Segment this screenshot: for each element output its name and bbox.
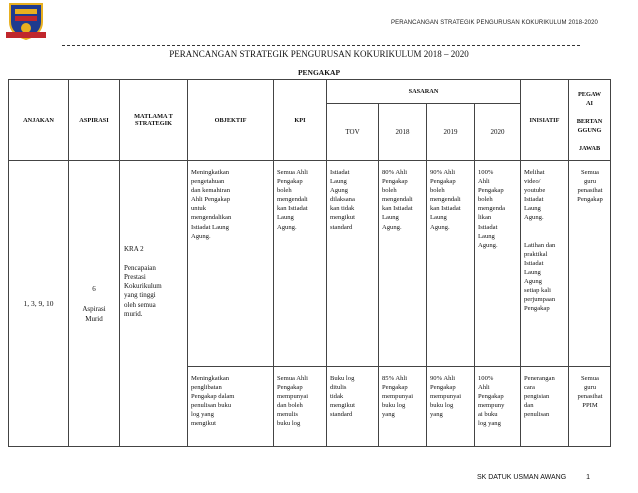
header-sasaran: SASARAN [327,80,521,104]
header-rule [62,45,580,46]
target-2019-cell: 90% Ahli Pengakap mempunyai buku log yang [427,367,475,447]
header-2020: 2020 [475,104,521,161]
strategy-table [8,79,611,447]
kpi-cell: Semua Ahli Pengakap mempunyai dan boleh menulis buku log [274,367,327,447]
matlamat-value: KRA 2 Pencapaian Prestasi Kokurikulum yang tinggi oleh semua murid. [120,161,188,447]
document-title: PERANCANGAN STRATEGIK PENGURUSAN KOKURIKULUM 2018 – 2020 [169,49,469,59]
header-objektif: OBJEKTIF [188,80,274,161]
table-row [9,161,611,367]
header-inisiatif: INISIATIF [521,80,569,161]
header-aspirasi: ASPIRASI [69,80,120,161]
header-anjakan: ANJAKAN [9,80,69,161]
target-2019-cell: 90% Ahli Pengakap boleh mengendali kan Istiadat Laung Agung. [427,161,475,367]
aspirasi-value: 6 Aspirasi Murid [69,161,120,447]
anjakan-value: 1, 3, 9, 10 [9,161,69,447]
inisiatif-cell: Penerangan cara pengisian dan penulisan [521,367,569,447]
footer-school: SK DATUK USMAN AWANG [476,474,567,481]
pegawai-cell: Semua guru penasihat Pengakap [569,161,611,367]
objektif-cell: Meningkatkan pengetahuan dan kemahiran Ahli Pengakap untuk mengendalikan Istiadat Laung Agung. [188,161,274,367]
kpi-cell: Semua Ahli Pengakap boleh mengendali kan Istiadat Laung Agung. [274,161,327,367]
objektif-cell: Meningkatkan penglibatan Pengakap dalam penulisan buku log yang mengikut [188,367,274,447]
header-2018: 2018 [379,104,427,161]
header-2019: 2019 [427,104,475,161]
header-kpi: KPI [274,80,327,161]
target-2020-cell: 100% Ahli Pengakap mempuny ai buku log yang [475,367,521,447]
page-number: 1 [586,474,590,481]
header-matlamat: MATLAMA T STRATEGIK [120,80,188,161]
header-pegawai: PEGAW AI BERTAN GGUNG JAWAB [569,80,611,161]
section-title: PENGAKAP [297,68,341,77]
inisiatif-cell: Melihat video/ youtube Istiadat Laung Agung. Latihan dan praktikal Istiadat Laung Agung setiap kali perjumpaan Pengakap [521,161,569,367]
tov-cell: Istiadat Laung Agung dilaksana kan tidak mengikut standard [327,161,379,367]
target-2018-cell: 80% Ahli Pengakap boleh mengendali kan Istiadat Laung Agung. [379,161,427,367]
page-footer [477,474,590,481]
target-2020-cell: 100% Ahli Pengakap boleh mengenda likan Istiadat Laung Agung. [475,161,521,367]
header-tov: TOV [327,104,379,161]
pegawai-cell: Semua guru penasihat PPIM [569,367,611,447]
school-crest-icon [6,2,46,40]
running-header: PERANCANGAN STRATEGIK PENGURUSAN KOKURIKULUM 2018-2020 [390,20,598,26]
tov-cell: Buku log ditulis tidak mengikut standard [327,367,379,447]
target-2018-cell: 85% Ahli Pengakap mempunyai buku log yang [379,367,427,447]
